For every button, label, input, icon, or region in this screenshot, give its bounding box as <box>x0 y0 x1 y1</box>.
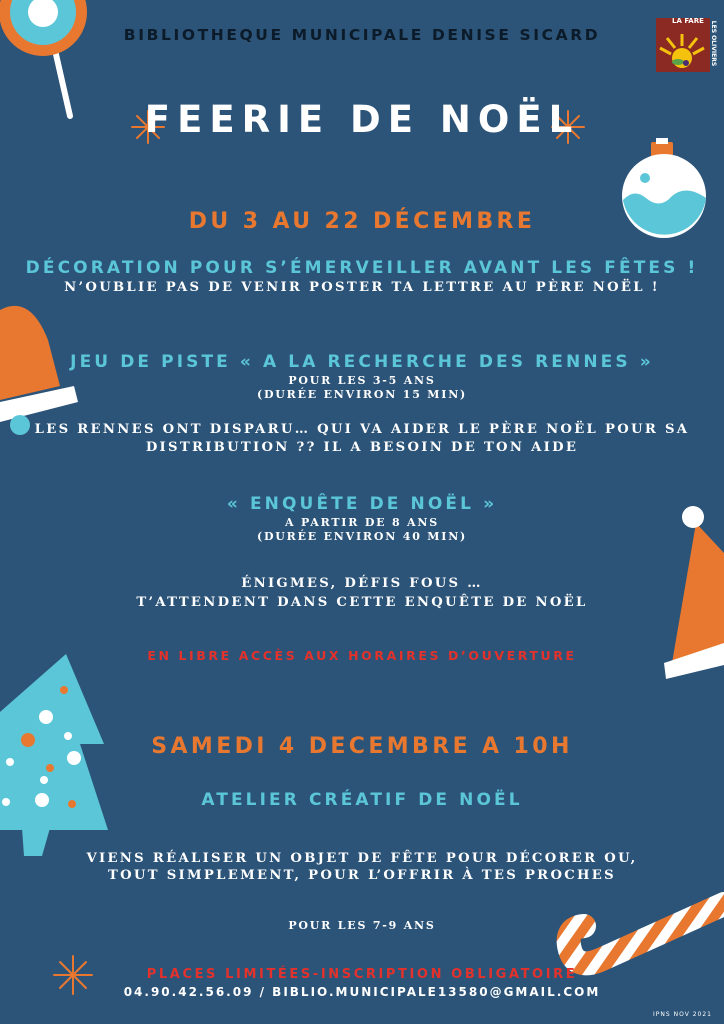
treasure-hunt-desc-2: DISTRIBUTION ?? IL A BESOIN DE TON AIDE <box>145 440 579 455</box>
contact-info: 04.90.42.56.09 / BIBLIO.MUNICIPALE13580@GMAIL.COM <box>123 985 601 999</box>
treasure-hunt-age: POUR LES 3-5 ANS <box>288 374 436 387</box>
page-title: FEERIE DE NOËL <box>144 98 580 141</box>
investigation-heading: « ENQUÊTE DE NOËL » <box>226 494 498 514</box>
treasure-hunt-heading: JEU DE PISTE « A LA RECHERCHE DES RENNES » <box>70 352 654 372</box>
library-name: BIBLIOTHEQUE MUNICIPALE DENISE SICARD <box>123 26 601 44</box>
investigation-desc-2: T’ATTENDENT DANS CETTE ENQUÊTE DE NOËL <box>136 595 588 610</box>
decoration-heading: DÉCORATION POUR S’ÉMERVEILLER AVANT LES FÊTES ! <box>25 258 699 278</box>
workshop-desc-1: VIENS RÉALISER UN OBJET DE FÊTE POUR DÉCORER OU, <box>86 851 638 866</box>
event-period: DU 3 AU 22 DÉCEMBRE <box>188 209 536 234</box>
workshop-desc-2: TOUT SIMPLEMENT, POUR L’OFFRIR À TES PROCHES <box>108 868 616 883</box>
investigation-age: A PARTIR DE 8 ANS <box>285 516 439 529</box>
investigation-desc-1: ÉNIGMES, DÉFIS FOUS … <box>241 576 483 591</box>
registration-note: PLACES LIMITÉES-INSCRIPTION OBLIGATOIRE <box>146 967 578 982</box>
workshop-age: POUR LES 7-9 ANS <box>288 919 436 932</box>
ipns-reference: IPNS NOV 2021 <box>653 1011 712 1018</box>
treasure-hunt-desc-1: LES RENNES ONT DISPARU… QUI VA AIDER LE PÈRE NOËL POUR SA <box>34 422 690 437</box>
treasure-hunt-duration: (DURÉE ENVIRON 15 MIN) <box>256 388 468 401</box>
workshop-date: SAMEDI 4 DECEMBRE A 10H <box>151 734 573 759</box>
investigation-duration: (DURÉE ENVIRON 40 MIN) <box>256 530 468 543</box>
workshop-heading: ATELIER CRÉATIF DE NOËL <box>201 790 523 810</box>
logo-line2: LES OLIVIERS <box>710 20 718 67</box>
free-access-note: EN LIBRE ACCÈS AUX HORAIRES D’OUVERTURE <box>147 648 577 663</box>
logo-line1: LA FARE <box>672 17 704 25</box>
decoration-subtext: N’OUBLIE PAS DE VENIR POSTER TA LETTRE AU PÈRE NOËL ! <box>64 280 660 295</box>
